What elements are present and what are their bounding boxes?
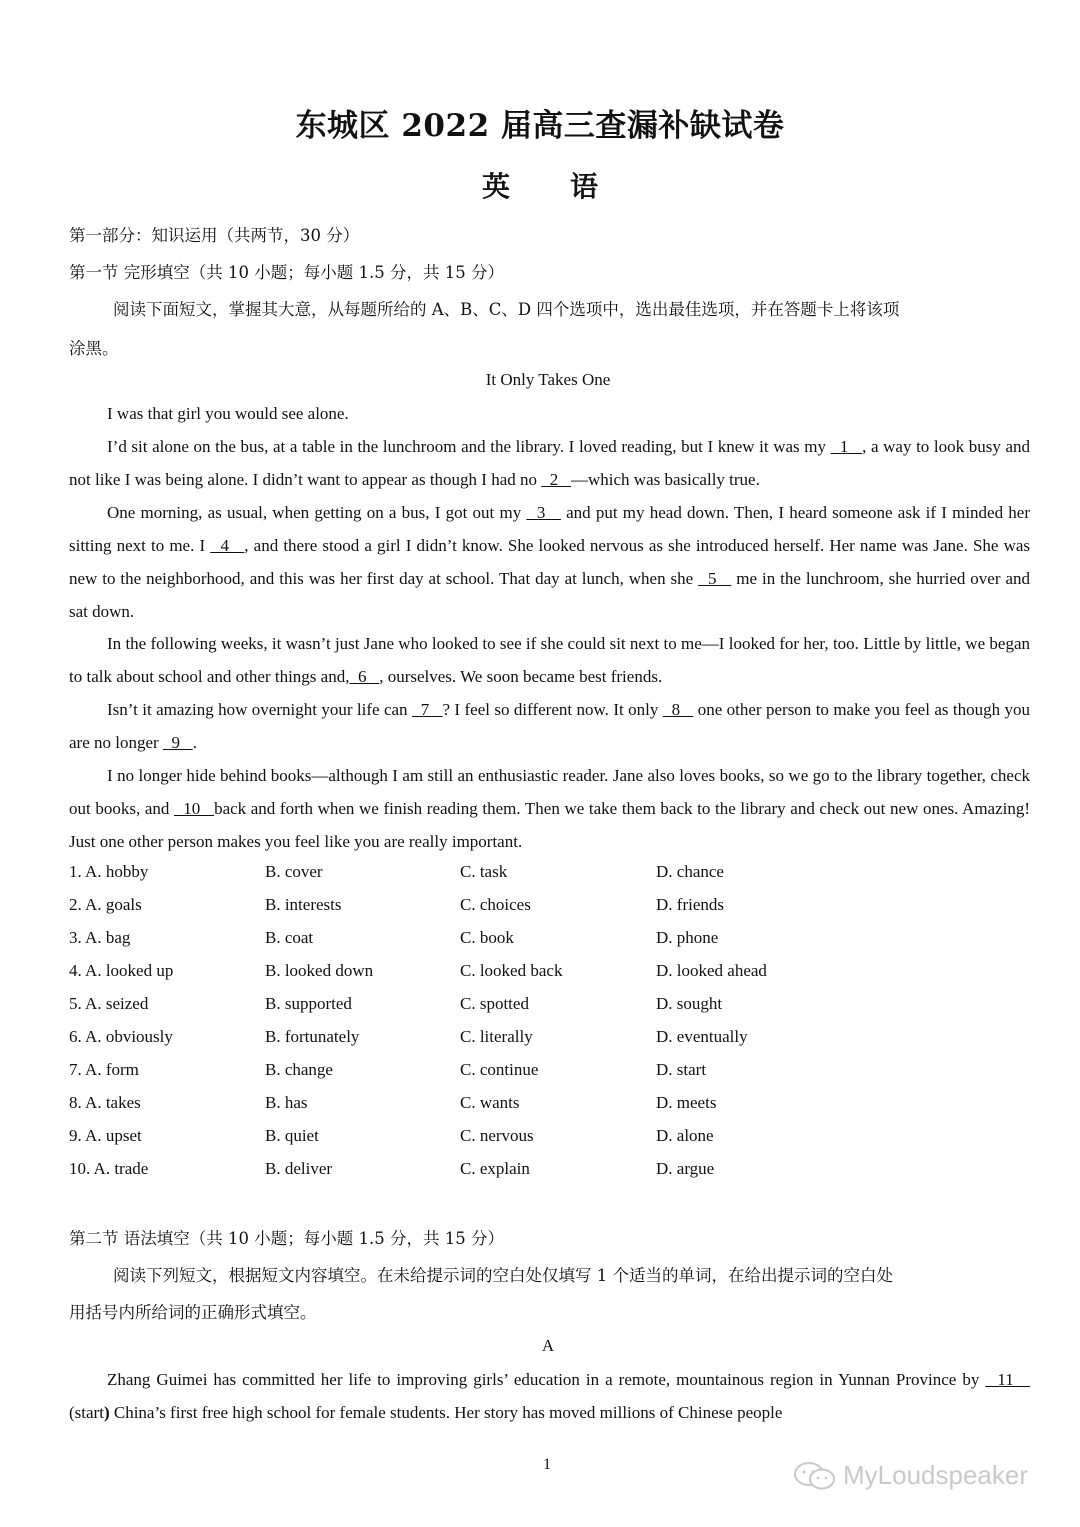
blank-10: 10: [173, 799, 215, 818]
blank-6: 6: [349, 667, 380, 686]
section1-instructions-line2: 涂黑。: [69, 339, 119, 358]
option-row: 9. A. upset B. quiet C. nervous D. alone: [69, 1126, 714, 1145]
passage-paragraph-2: I’d sit alone on the bus, at a table in the lunchroom and the library. I loved reading, but I knew it was my 1 , a way to look busy and not like I was being alone. I didn’t want to appear as though I had no 2 —which was basically true.: [69, 437, 1030, 489]
subject-heading: [0, 165, 1080, 205]
blank-8: 8: [662, 700, 694, 719]
chat-bubbles-icon: [793, 1461, 837, 1491]
passage-paragraph-4: In the following weeks, it wasn’t just Jane who looked to see if she could sit next to me—I looked for her, too. Little by little, we began to talk about school and other things and, 6 , ourselves. We soon became best friends.: [69, 634, 1030, 686]
option-row: 4. A. looked up B. looked down C. looked back D. looked ahead: [69, 961, 767, 980]
subject-char-1: 英: [481, 170, 510, 203]
watermark: [793, 1460, 1028, 1491]
passage-a-paragraph: Zhang Guimei has committed her life to improving girls’ education in a remote, mountainous region in Yunnan Province by 11 (start) China’s first free high school for female students. Her story has moved millions of Chinese people: [69, 1370, 1030, 1422]
passage-a-label: A: [541, 1336, 555, 1355]
section1-instructions-line1: 阅读下面短文，掌握其大意，从每题所给的 A、B、C、D 四个选项中，选出最佳选项，并在答题卡上将该项: [113, 300, 900, 319]
option-row: 6. A. obviously B. fortunately C. literally D. eventually: [69, 1027, 748, 1046]
passage-paragraph-3: One morning, as usual, when getting on a bus, I got out my 3 and put my head down. Then, I heard someone ask if I minded her sitting next to me. I 4 , and there stood a girl I didn’t know. She looked nervous as she introduced herself. Her name was Jane. She was new to the neighborhood, and this was her first day at school. That day at lunch, when she 5 me in the lunchroom, she hurried over and sat down.: [69, 503, 1031, 621]
exam-title: 东城区 2022 届高三查漏补缺试卷: [295, 108, 785, 144]
part1-heading: 第一部分：知识运用（共两节，30 分）: [69, 226, 360, 245]
blank-5: 5: [698, 569, 732, 588]
blank-7: 7: [411, 700, 443, 719]
passage-paragraph-6: I no longer hide behind books—although I am still an enthusiastic reader. Jane also loves books, so we go to the library together, check out books, and 10 back and forth when we finish reading them. Then we take them back to the library and check out new ones. Amazing! Just one other person makes you feel like you are really important.: [69, 766, 1031, 851]
page-number: 1: [543, 1456, 551, 1473]
passage-paragraph-5: Isn’t it amazing how overnight your life can 7 ? I feel so different now. It only 8 one other person to make you feel as though you are no longer 9 .: [69, 700, 1031, 752]
option-row: 10. A. trade B. deliver C. explain D. argue: [69, 1159, 715, 1178]
section1-heading: 第一节 完形填空（共 10 小题；每小题 1.5 分，共 15 分）: [69, 263, 504, 282]
watermark-text: MyLoudspeaker: [843, 1460, 1028, 1490]
option-row: 2. A. goals B. interests C. choices D. friends: [69, 895, 724, 914]
option-row: 7. A. form B. change C. continue D. start: [69, 1060, 707, 1079]
blank-9: 9: [162, 733, 193, 752]
blank-1: 1: [830, 437, 863, 456]
option-row: 1. A. hobby B. cover C. task D. chance: [69, 862, 724, 881]
blank-4: 4: [210, 536, 245, 555]
section2-instructions-line2: 用括号内所给词的正确形式填空。: [69, 1303, 317, 1322]
passage-title: It Only Takes One: [485, 370, 611, 389]
option-row: 5. A. seized B. supported C. spotted D. sought: [69, 994, 723, 1013]
blank-2: 2: [541, 470, 572, 489]
subject-char-2: 语: [570, 170, 599, 203]
section2-heading: 第二节 语法填空（共 10 小题；每小题 1.5 分，共 15 分）: [69, 1229, 504, 1248]
blank-11: 11: [985, 1370, 1030, 1389]
option-row: 8. A. takes B. has C. wants D. meets: [69, 1093, 717, 1112]
option-row: 3. A. bag B. coat C. book D. phone: [69, 928, 719, 947]
section2-instructions-line1: 阅读下列短文，根据短文内容填空。在未给提示词的空白处仅填写 1 个适当的单词，在给出提示词的空白处: [113, 1266, 893, 1285]
blank-3: 3: [526, 503, 561, 522]
passage-paragraph-1: I was that girl you would see alone.: [107, 404, 349, 423]
